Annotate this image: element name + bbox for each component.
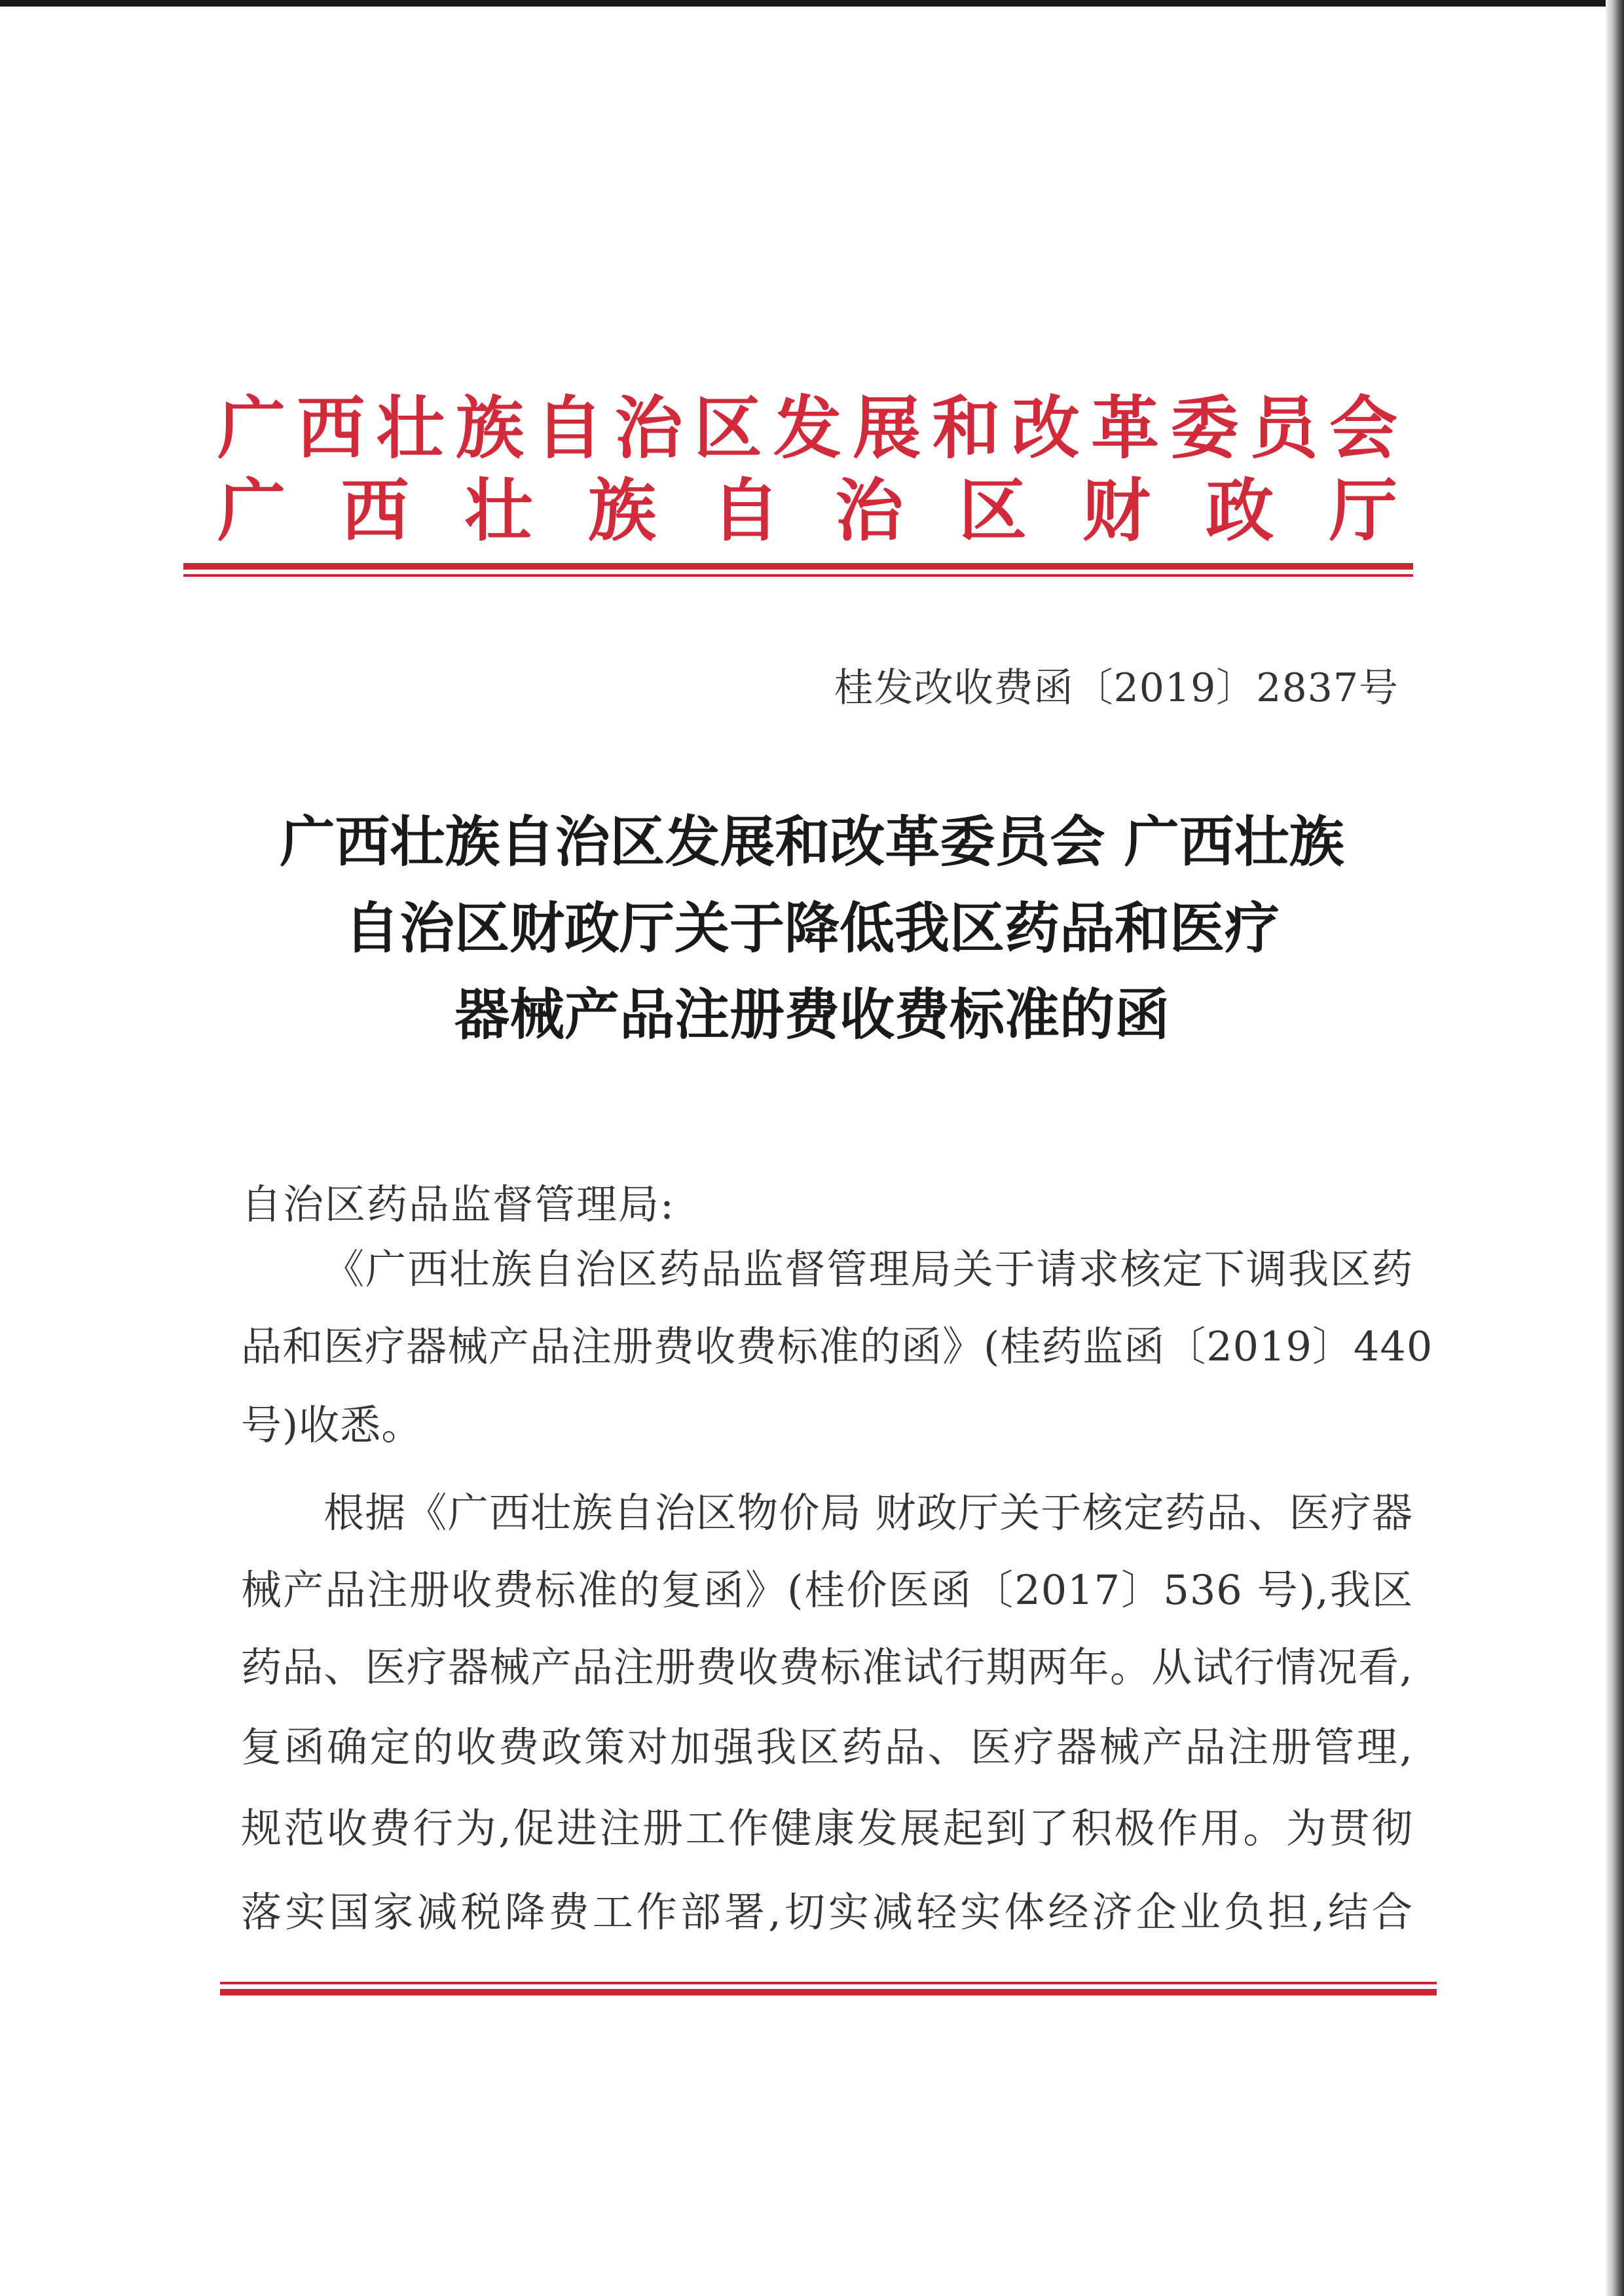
letterhead-char: 政 [1206, 470, 1274, 551]
letterhead-char: 改 [1011, 388, 1080, 468]
letterhead-char: 族 [455, 388, 524, 468]
body-line: 根据《广西壮族自治区物价局 财政厅关于核定药品、医疗器 [323, 1489, 1413, 1537]
letterhead-char: 展 [853, 388, 921, 468]
letterhead-char: 治 [835, 470, 904, 551]
letterhead-char: 壮 [376, 388, 445, 468]
body-line: 品和医疗器械产品注册费收费标准的函》(桂药监函〔2019〕440 [241, 1322, 1433, 1370]
letterhead-char: 会 [1329, 388, 1397, 468]
letterhead-char: 治 [614, 388, 683, 468]
letterhead-char: 区 [693, 388, 762, 468]
letterhead-char: 厅 [1329, 470, 1397, 551]
letterhead-rule-thick [183, 563, 1413, 570]
letterhead-char: 财 [1082, 470, 1151, 551]
document-number: 桂发改收费函〔2019〕2837号 [834, 665, 1399, 711]
document-title-line-2: 自治区财政厅关于降低我区药品和医疗 [344, 896, 1280, 960]
letterhead-char: 革 [1091, 388, 1160, 468]
body-line: 号)收悉。 [241, 1401, 423, 1449]
letterhead-char: 广 [217, 388, 286, 468]
letterhead-org-2 [217, 470, 1397, 551]
body-line: 复函确定的收费政策对加强我区药品、医疗器械产品注册管理, [241, 1723, 1413, 1771]
salutation: 自治区药品监督管理局: [241, 1180, 675, 1228]
letterhead-char: 自 [711, 470, 780, 551]
letterhead-char: 和 [932, 388, 1001, 468]
body-line: 《广西壮族自治区药品监督管理局关于请求核定下调我区药 [323, 1245, 1413, 1293]
letterhead-char: 西 [341, 470, 409, 551]
body-line: 落实国家减税降费工作部署,切实减轻实体经济企业负担,结合 [241, 1888, 1413, 1936]
scan-top-edge [0, 0, 1624, 7]
letterhead-char: 区 [958, 470, 1027, 551]
footer-rule-thick [220, 1989, 1437, 1995]
letterhead-char: 族 [587, 470, 656, 551]
letterhead-char: 自 [535, 388, 604, 468]
letterhead-char: 广 [217, 470, 286, 551]
scan-right-edge [1606, 0, 1624, 2296]
letterhead-org-1 [217, 388, 1397, 468]
body-line: 械产品注册收费标准的复函》(桂价医函〔2017〕536 号),我区 [241, 1566, 1413, 1614]
letterhead-char: 壮 [464, 470, 533, 551]
footer-rule-thin [220, 1982, 1437, 1984]
letterhead-char: 西 [297, 388, 365, 468]
letterhead-rule-thin [183, 574, 1413, 577]
document-title-line-1: 广西壮族自治区发展和改革委员会 广西壮族 [280, 810, 1344, 874]
document-title-line-3: 器械产品注册费收费标准的函 [454, 983, 1170, 1047]
letterhead-char: 发 [773, 388, 841, 468]
body-line: 药品、医疗器械产品注册费收费标准试行期两年。从试行情况看, [241, 1643, 1413, 1691]
letterhead-char: 员 [1249, 388, 1318, 468]
letterhead-char: 委 [1170, 388, 1239, 468]
body-line: 规范收费行为,促进注册工作健康发展起到了积极作用。为贯彻 [241, 1804, 1413, 1852]
